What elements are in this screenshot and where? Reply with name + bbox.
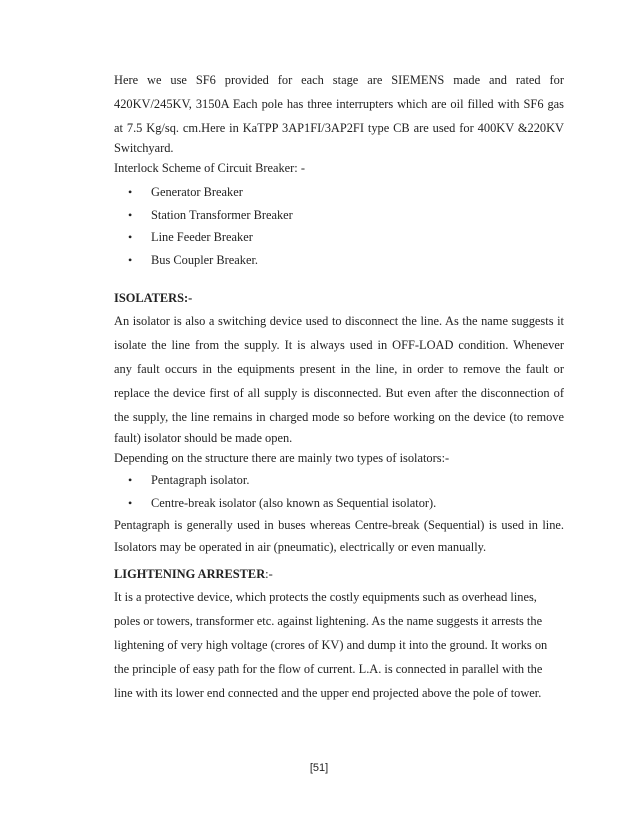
arrester-line-2: poles or towers, transformer etc. against lightening. As the name suggests it arrests the <box>114 614 543 628</box>
intro-line-2: 420KV/245KV, 3150A Each pole has three interrupters which are oil filled with SF6 gas <box>114 97 564 111</box>
bullet-icon: • <box>128 496 133 510</box>
bullet-icon: • <box>128 230 133 244</box>
intro-line-1: Here we use SF6 provided for each stage are SIEMENS made and rated for <box>114 73 564 87</box>
interlock-item-station-transformer: Station Transformer Breaker <box>151 208 293 222</box>
isolaters-line-7: Depending on the structure there are mainly two types of isolators:- <box>114 451 450 465</box>
bullet-icon: • <box>128 208 133 222</box>
arrester-heading-title: LIGHTENING ARRESTER <box>114 567 266 581</box>
arrester-heading-suffix: :- <box>265 567 273 581</box>
bullet-icon: • <box>128 253 133 267</box>
isolaters-line-1: An isolator is also a switching device used to disconnect the line. As the name suggests it <box>114 314 564 328</box>
arrester-line-5: line with its lower end connected and the upper end projected above the pole of tower. <box>114 686 542 700</box>
isolaters-line-2: isolate the line from the supply. It is always used in OFF-LOAD condition. Whenever <box>114 338 564 352</box>
arrester-line-4: the principle of easy path for the flow of current. L.A. is connected in parallel with the <box>114 662 543 676</box>
isolaters-line-3: any fault occurs in the equipments present in the line, in order to remove the fault or <box>114 362 564 376</box>
isolator-type-centre-break: Centre-break isolator (also known as Sequential isolator). <box>151 496 437 510</box>
isolaters-after-line-1: Pentagraph is generally used in buses whereas Centre-break (Sequential) is used in line. <box>114 518 564 532</box>
interlock-item-generator: Generator Breaker <box>151 185 243 199</box>
isolaters-line-4: replace the device first of all supply is disconnected. But even after the disconnection of <box>114 386 564 400</box>
intro-line-3: at 7.5 Kg/sq. cm.Here in KaTPP 3AP1FI/3AP2FI type CB are used for 400KV &220KV <box>114 121 564 135</box>
interlock-heading: Interlock Scheme of Circuit Breaker: - <box>114 161 305 175</box>
isolator-type-pentagraph: Pentagraph isolator. <box>151 473 250 487</box>
arrester-heading <box>114 566 273 582</box>
interlock-item-bus-coupler: Bus Coupler Breaker. <box>151 253 259 267</box>
page-number: [51] <box>309 762 329 774</box>
arrester-line-1: It is a protective device, which protects the costly equipments such as overhead lines, <box>114 590 537 604</box>
bullet-icon: • <box>128 473 133 487</box>
arrester-line-3: lightening of very high voltage (crores of KV) and dump it into the ground. It works on <box>114 638 548 652</box>
isolaters-after-line-2: Isolators may be operated in air (pneumatic), electrically or even manually. <box>114 540 487 554</box>
isolaters-heading: ISOLATERS:- <box>114 291 193 305</box>
intro-line-4: Switchyard. <box>114 141 174 155</box>
isolaters-line-5: the supply, the line remains in charged mode so before working on the device (to remove <box>114 410 564 424</box>
bullet-icon: • <box>128 185 133 199</box>
isolaters-line-6: fault) isolator should be made open. <box>114 431 293 445</box>
interlock-item-line-feeder: Line Feeder Breaker <box>151 230 253 244</box>
